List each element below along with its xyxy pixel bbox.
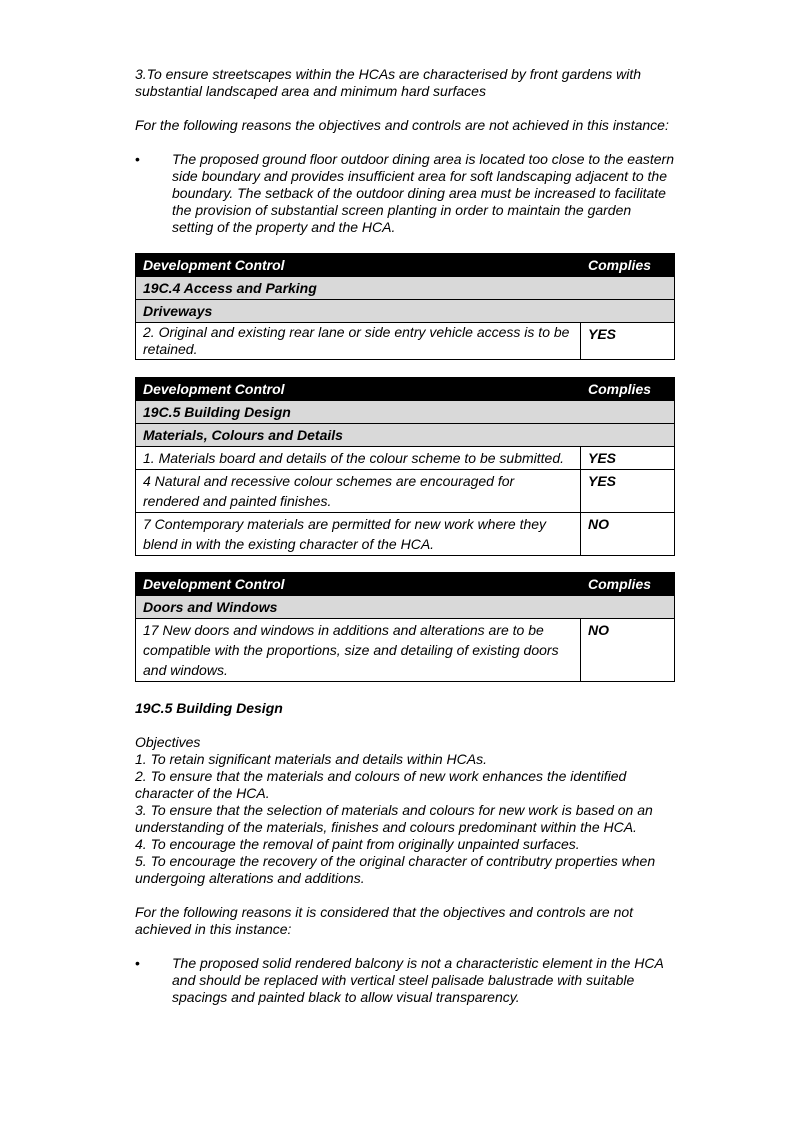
table-header-row [136, 573, 675, 596]
subsection-title: Driveways [136, 300, 675, 323]
table-row [136, 513, 675, 556]
header-development-control: Development Control [136, 254, 581, 277]
complies-value: NO [581, 619, 675, 682]
header-complies: Complies [581, 573, 675, 596]
table-header-row [136, 378, 675, 401]
table-row [136, 619, 675, 682]
subsection-title: Doors and Windows [136, 596, 675, 619]
bullet-item [135, 151, 675, 236]
objective-item: 1. To retain significant materials and details within HCAs. [135, 751, 487, 767]
objective-item: 2. To ensure that the materials and colours of new work enhances the identified character of the HCA. [135, 768, 627, 801]
objective-item: 3. To ensure that the selection of materials and colours for new work is based on an understanding of the materials, finishes and colours predominant within the HCA. [135, 802, 653, 835]
subsection-title: Materials, Colours and Details [136, 424, 675, 447]
control-text: 1. Materials board and details of the colour scheme to be submitted. [136, 447, 581, 470]
bullet-text: The proposed solid rendered balcony is not a characteristic element in the HCA and should be replaced with vertical steel palisade balustrade with suitable spacings and painted black to allow visual transparency. [172, 955, 664, 1005]
complies-value: YES [581, 447, 675, 470]
table-section-row [136, 277, 675, 300]
objectives-label: Objectives [135, 734, 201, 750]
reasons-intro-text: For the following reasons it is considered that the objectives and controls are not achieved in this instance: [135, 904, 634, 937]
table-subsection-row [136, 424, 675, 447]
control-text: 2. Original and existing rear lane or side entry vehicle access is to be retained. [136, 323, 581, 360]
complies-value: NO [581, 513, 675, 556]
objective-item: 4. To encourage the removal of paint from originally unpainted surfaces. [135, 836, 580, 852]
header-development-control: Development Control [136, 573, 581, 596]
table-row [136, 323, 675, 360]
table-section-row [136, 401, 675, 424]
building-design-heading: 19C.5 Building Design [135, 700, 283, 716]
header-complies: Complies [581, 254, 675, 277]
bullet-item [135, 955, 675, 1006]
document-page [135, 66, 675, 1006]
control-text: 17 New doors and windows in additions and alterations are to be compatible with the proportions, size and detailing of existing doors and windows. [136, 619, 581, 682]
table-subsection-row [136, 300, 675, 323]
header-complies: Complies [581, 378, 675, 401]
header-development-control: Development Control [136, 378, 581, 401]
complies-value: YES [581, 323, 675, 360]
table-row [136, 470, 675, 513]
control-text: 7 Contemporary materials are permitted for new work where they blend in with the existing character of the HCA. [136, 513, 581, 556]
complies-value: YES [581, 470, 675, 513]
objective-3-text: 3.To ensure streetscapes within the HCAs are characterised by front gardens with substantial landscaped area and minimum hard surfaces [135, 66, 642, 99]
development-control-table-materials [135, 377, 675, 556]
bullet-symbol: • [135, 151, 140, 167]
development-control-table-doors [135, 572, 675, 682]
table-subsection-row [136, 596, 675, 619]
section-title: 19C.5 Building Design [136, 401, 675, 424]
section-title: 19C.4 Access and Parking [136, 277, 675, 300]
control-text: 4 Natural and recessive colour schemes are encouraged for rendered and painted finishes. [136, 470, 581, 513]
bullet-symbol: • [135, 955, 140, 971]
development-control-table-access [135, 253, 675, 360]
reasons-intro-text: For the following reasons the objectives and controls are not achieved in this instance: [135, 117, 669, 133]
bullet-text: The proposed ground floor outdoor dining area is located too close to the eastern side boundary and provides insufficient area for soft landscaping adjacent to the boundary. The setback of the outdoor dining area must be increased to facilitate the provision of substantial screen planting in order to maintain the garden setting of the property and the HCA. [172, 151, 674, 235]
table-header-row [136, 254, 675, 277]
objective-item: 5. To encourage the recovery of the original character of contributry properties when undergoing alterations and additions. [135, 853, 656, 886]
table-row [136, 447, 675, 470]
